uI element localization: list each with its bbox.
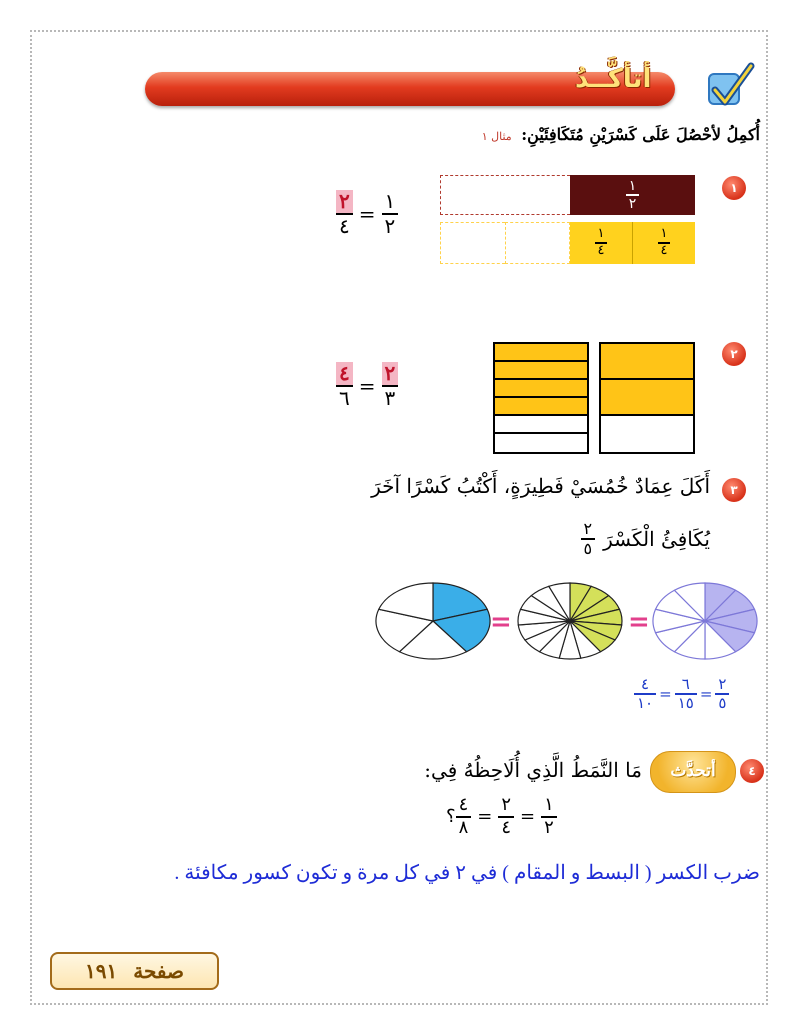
q3-line-1: أَكَلَ عِمَادٌ خُمُسَيْ فَطِيرَةٍ، أَكْتُبُ كَسْرًا آخَرَ	[371, 474, 710, 498]
numerator: ١	[544, 794, 554, 815]
numerator: ١	[660, 226, 668, 242]
numerator: ٦	[681, 675, 690, 693]
answer-fraction	[634, 676, 656, 713]
denominator: ١٠	[637, 694, 654, 713]
numerator: ٢	[583, 519, 593, 538]
denominator: ٤	[501, 816, 511, 838]
denominator: ١٥	[677, 694, 694, 713]
grid-strip-filled	[495, 380, 587, 398]
q1-equation	[336, 190, 398, 238]
page-number: ١٩١	[85, 959, 118, 983]
question-1-number: ١	[722, 176, 746, 200]
grid-strip-empty	[495, 434, 587, 452]
q1-empty-quarter	[440, 222, 505, 264]
q4-question: مَا النَّمَطُ الَّذِي أُلَاحِظُهُ فِي:	[424, 758, 642, 782]
pattern-fraction	[541, 795, 557, 838]
question-2-number: ٢	[722, 342, 746, 366]
q3-line-2-text: يُكَافِئُ الْكَسْرَ	[603, 527, 710, 552]
equals-sign: =	[358, 374, 376, 398]
denominator: ٢	[384, 214, 396, 238]
grid-strip-filled	[495, 344, 587, 362]
pattern-fraction	[498, 795, 514, 838]
denominator: ٣	[384, 386, 396, 410]
grid-strip-empty	[601, 416, 693, 452]
example-reference: مثال ١	[481, 130, 512, 143]
denominator: ٤	[339, 214, 350, 238]
q1-filled-half	[570, 175, 695, 215]
denominator: ٥	[718, 694, 727, 713]
denominator: ٥	[583, 539, 593, 559]
grid-strip-filled	[495, 398, 587, 416]
page-word: صفحة	[133, 959, 184, 983]
denominator: ٤	[660, 243, 668, 258]
answer-fraction	[675, 676, 697, 713]
numerator: ١	[628, 177, 637, 194]
equals-sign: =	[358, 202, 376, 226]
equals-sign: =	[490, 607, 512, 637]
talk-badge: أتحدَّث	[650, 751, 736, 793]
fifteenths-circle	[518, 583, 622, 659]
q3-given-fraction	[581, 520, 596, 559]
q1-quarter-label	[658, 227, 671, 259]
equals-sign: =	[477, 806, 493, 828]
q2-equation	[336, 362, 398, 410]
q1-given-fraction	[382, 190, 399, 238]
numerator: ٤	[458, 794, 469, 815]
q1-empty-half	[440, 175, 570, 215]
q3-circles	[375, 580, 765, 662]
grid-strip-empty	[495, 416, 587, 434]
question-mark: ؟	[446, 806, 456, 828]
q1-filled-quarter	[570, 222, 632, 264]
denominator: ٢	[544, 816, 554, 838]
numerator: ١	[597, 226, 605, 242]
denominator: ٢	[628, 196, 637, 212]
checkmark-icon	[705, 60, 757, 112]
q4-pattern	[446, 795, 557, 838]
q1-half-label	[626, 178, 640, 212]
pattern-fraction	[456, 795, 472, 838]
q2-thirds-grid	[599, 342, 695, 454]
fifths-circle	[376, 583, 490, 659]
equals-sign: =	[659, 685, 672, 704]
grid-strip-filled	[601, 380, 693, 416]
numerator: ٢	[382, 362, 399, 385]
page-label	[50, 952, 219, 990]
answer-text: ضرب الكسر ( البسط و المقام ) في ٢ في كل مرة و تكون كسور مكافئة .	[174, 862, 760, 884]
denominator: ٦	[339, 386, 350, 410]
question-3-number: ٣	[722, 478, 746, 502]
q1-filled-quarter	[632, 222, 695, 264]
numerator: ٤	[641, 675, 650, 693]
q3-answer-equation	[634, 676, 729, 713]
q1-empty-quarter	[505, 222, 570, 264]
tenths-circle	[653, 583, 757, 659]
q1-half-bar	[440, 175, 695, 215]
grid-strip-filled	[601, 344, 693, 380]
section-title: أتأكَّــدُ	[575, 64, 652, 94]
grid-strip-filled	[495, 362, 587, 380]
equals-sign: =	[628, 607, 650, 637]
numerator: ٢	[336, 190, 353, 213]
q1-answer-fraction	[336, 190, 353, 238]
numerator: ١	[384, 189, 396, 213]
answer-fraction	[715, 676, 729, 713]
instruction-text: أُكمِلُ لأحْصُلَ عَلَى كَسْرَيْنِ مُتَكَافِئَيْنِ:	[521, 125, 760, 144]
q1-quarter-bar	[440, 222, 695, 264]
denominator: ٤	[597, 243, 605, 258]
numerator: ٢	[501, 794, 511, 815]
q2-answer-fraction	[336, 362, 353, 410]
q2-given-fraction	[382, 362, 399, 410]
q2-sixths-grid	[493, 342, 589, 454]
instruction	[380, 125, 760, 144]
q3-line-2	[470, 520, 710, 559]
numerator: ٢	[718, 675, 727, 693]
question-4-number: ٤	[740, 759, 764, 783]
numerator: ٤	[336, 362, 353, 385]
equals-sign: =	[699, 685, 713, 704]
denominator: ٨	[458, 816, 469, 838]
equals-sign: =	[520, 806, 536, 828]
q1-quarter-label	[595, 227, 608, 259]
